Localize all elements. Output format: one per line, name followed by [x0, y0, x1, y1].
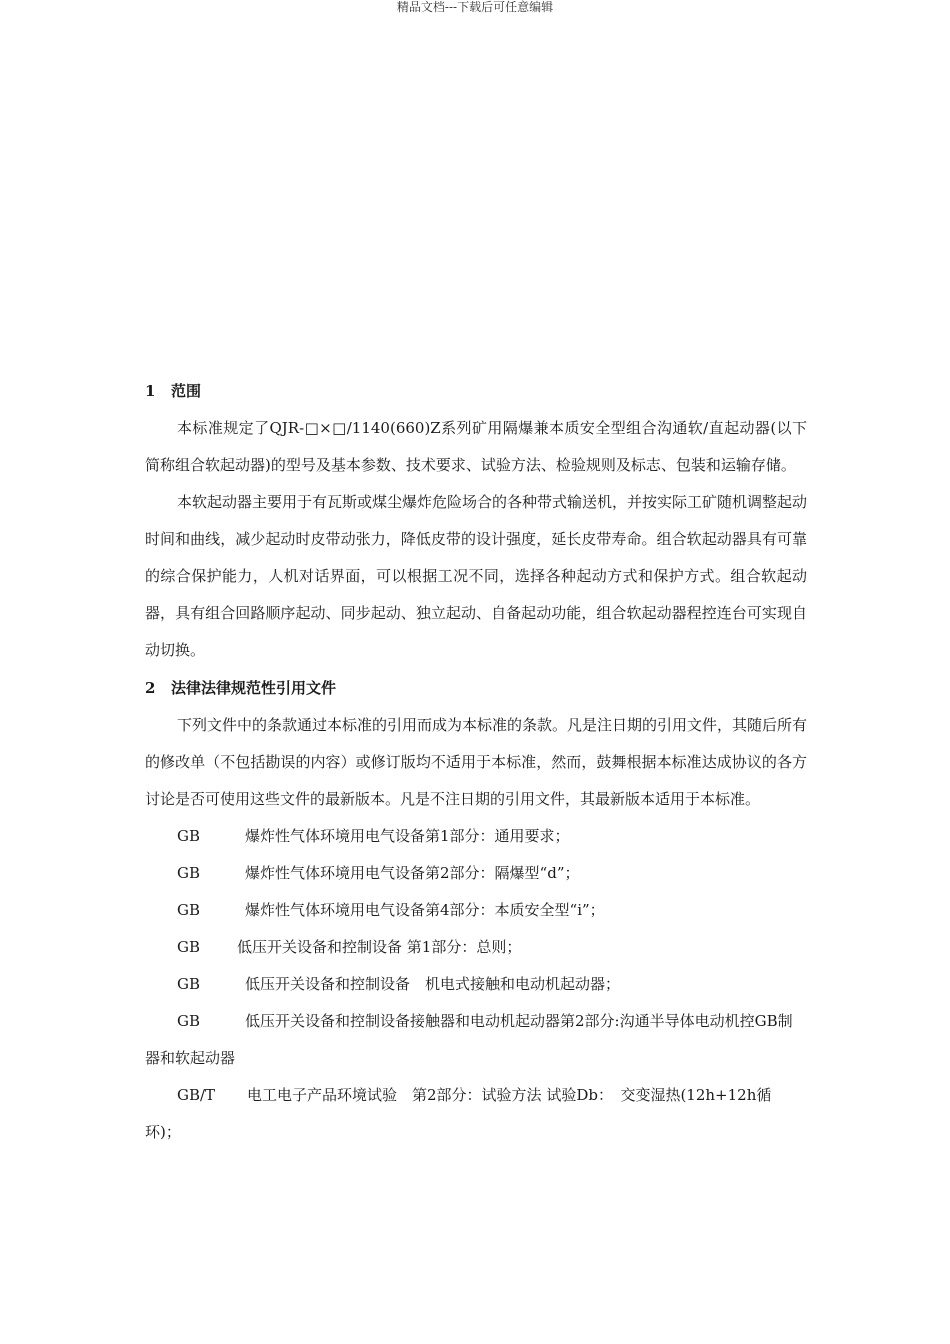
page-header: 精品文档---下载后可任意编辑: [396, 0, 554, 14]
reference-item: [145, 1003, 807, 1077]
reference-text: 低压开关设备和控制设备接触器和电动机起动器第2部分:沟通半导体电动机控GB制器和软起动器: [145, 1012, 793, 1067]
reference-code: GB: [177, 901, 201, 919]
reference-text: 爆炸性气体环境用电气设备第1部分：通用要求；: [245, 827, 570, 845]
section-number: 2: [145, 679, 156, 697]
reference-code: GB: [177, 864, 201, 882]
section-title: 范围: [171, 382, 202, 400]
document-body: [145, 372, 807, 1151]
reference-code: GB: [177, 938, 201, 956]
reference-item: [145, 929, 807, 966]
reference-item: [145, 818, 807, 855]
reference-code: GB: [177, 975, 201, 993]
reference-code: GB/T: [177, 1086, 216, 1104]
section-number: 1: [145, 382, 156, 400]
reference-text: 低压开关设备和控制设备 第1部分：总则；: [237, 938, 522, 956]
paragraph: 本软起动器主要用于有瓦斯或煤尘爆炸危险场合的各种带式输送机，并按实际工矿随机调整起动时间和曲线，减少起动时皮带动张力，降低皮带的设计强度，延长皮带寿命。组合软起动器具有可靠的综合保护能力，人机对话界面，可以根据工况不同，选择各种起动方式和保护方式。组合软起动器，具有组合回路顺序起动、同步起动、独立起动、自备起动功能，组合软起动器程控连台可实现自动切换。: [145, 493, 808, 659]
reference-item: [145, 966, 807, 1003]
reference-text: 爆炸性气体环境用电气设备第2部分：隔爆型“d”；: [245, 864, 580, 882]
reference-item: [145, 855, 807, 892]
section-heading-references: [145, 669, 807, 707]
reference-text: 电工电子产品环境试验 第2部分：试验方法 试验Db： 交变湿热(12h+12h循环)；: [145, 1086, 772, 1141]
section-heading-scope: [145, 372, 807, 410]
reference-item: [145, 1077, 807, 1151]
reference-code: GB: [177, 827, 201, 845]
section-title: 法律法律规范性引用文件: [171, 679, 337, 697]
reference-item: [145, 892, 807, 929]
reference-text: 低压开关设备和控制设备 机电式接触和电动机起动器；: [245, 975, 621, 993]
reference-text: 爆炸性气体环境用电气设备第4部分：本质安全型“i”；: [245, 901, 605, 919]
paragraph: 本标准规定了QJR-□×□/1140(660)Z系列矿用隔爆兼本质安全型组合沟通软/直起动器(以下简称组合软起动器)的型号及基本参数、技术要求、试验方法、检验规则及标志、包装和运输存储。: [145, 419, 807, 474]
reference-code: GB: [177, 1012, 201, 1030]
paragraph: 下列文件中的条款通过本标准的引用而成为本标准的条款。凡是注日期的引用文件，其随后所有的修改单（不包括勘误的内容）或修订版均不适用于本标准，然而，鼓舞根据本标准达成协议的各方讨论是否可使用这些文件的最新版本。凡是不注日期的引用文件，其最新版本适用于本标准。: [145, 716, 808, 808]
